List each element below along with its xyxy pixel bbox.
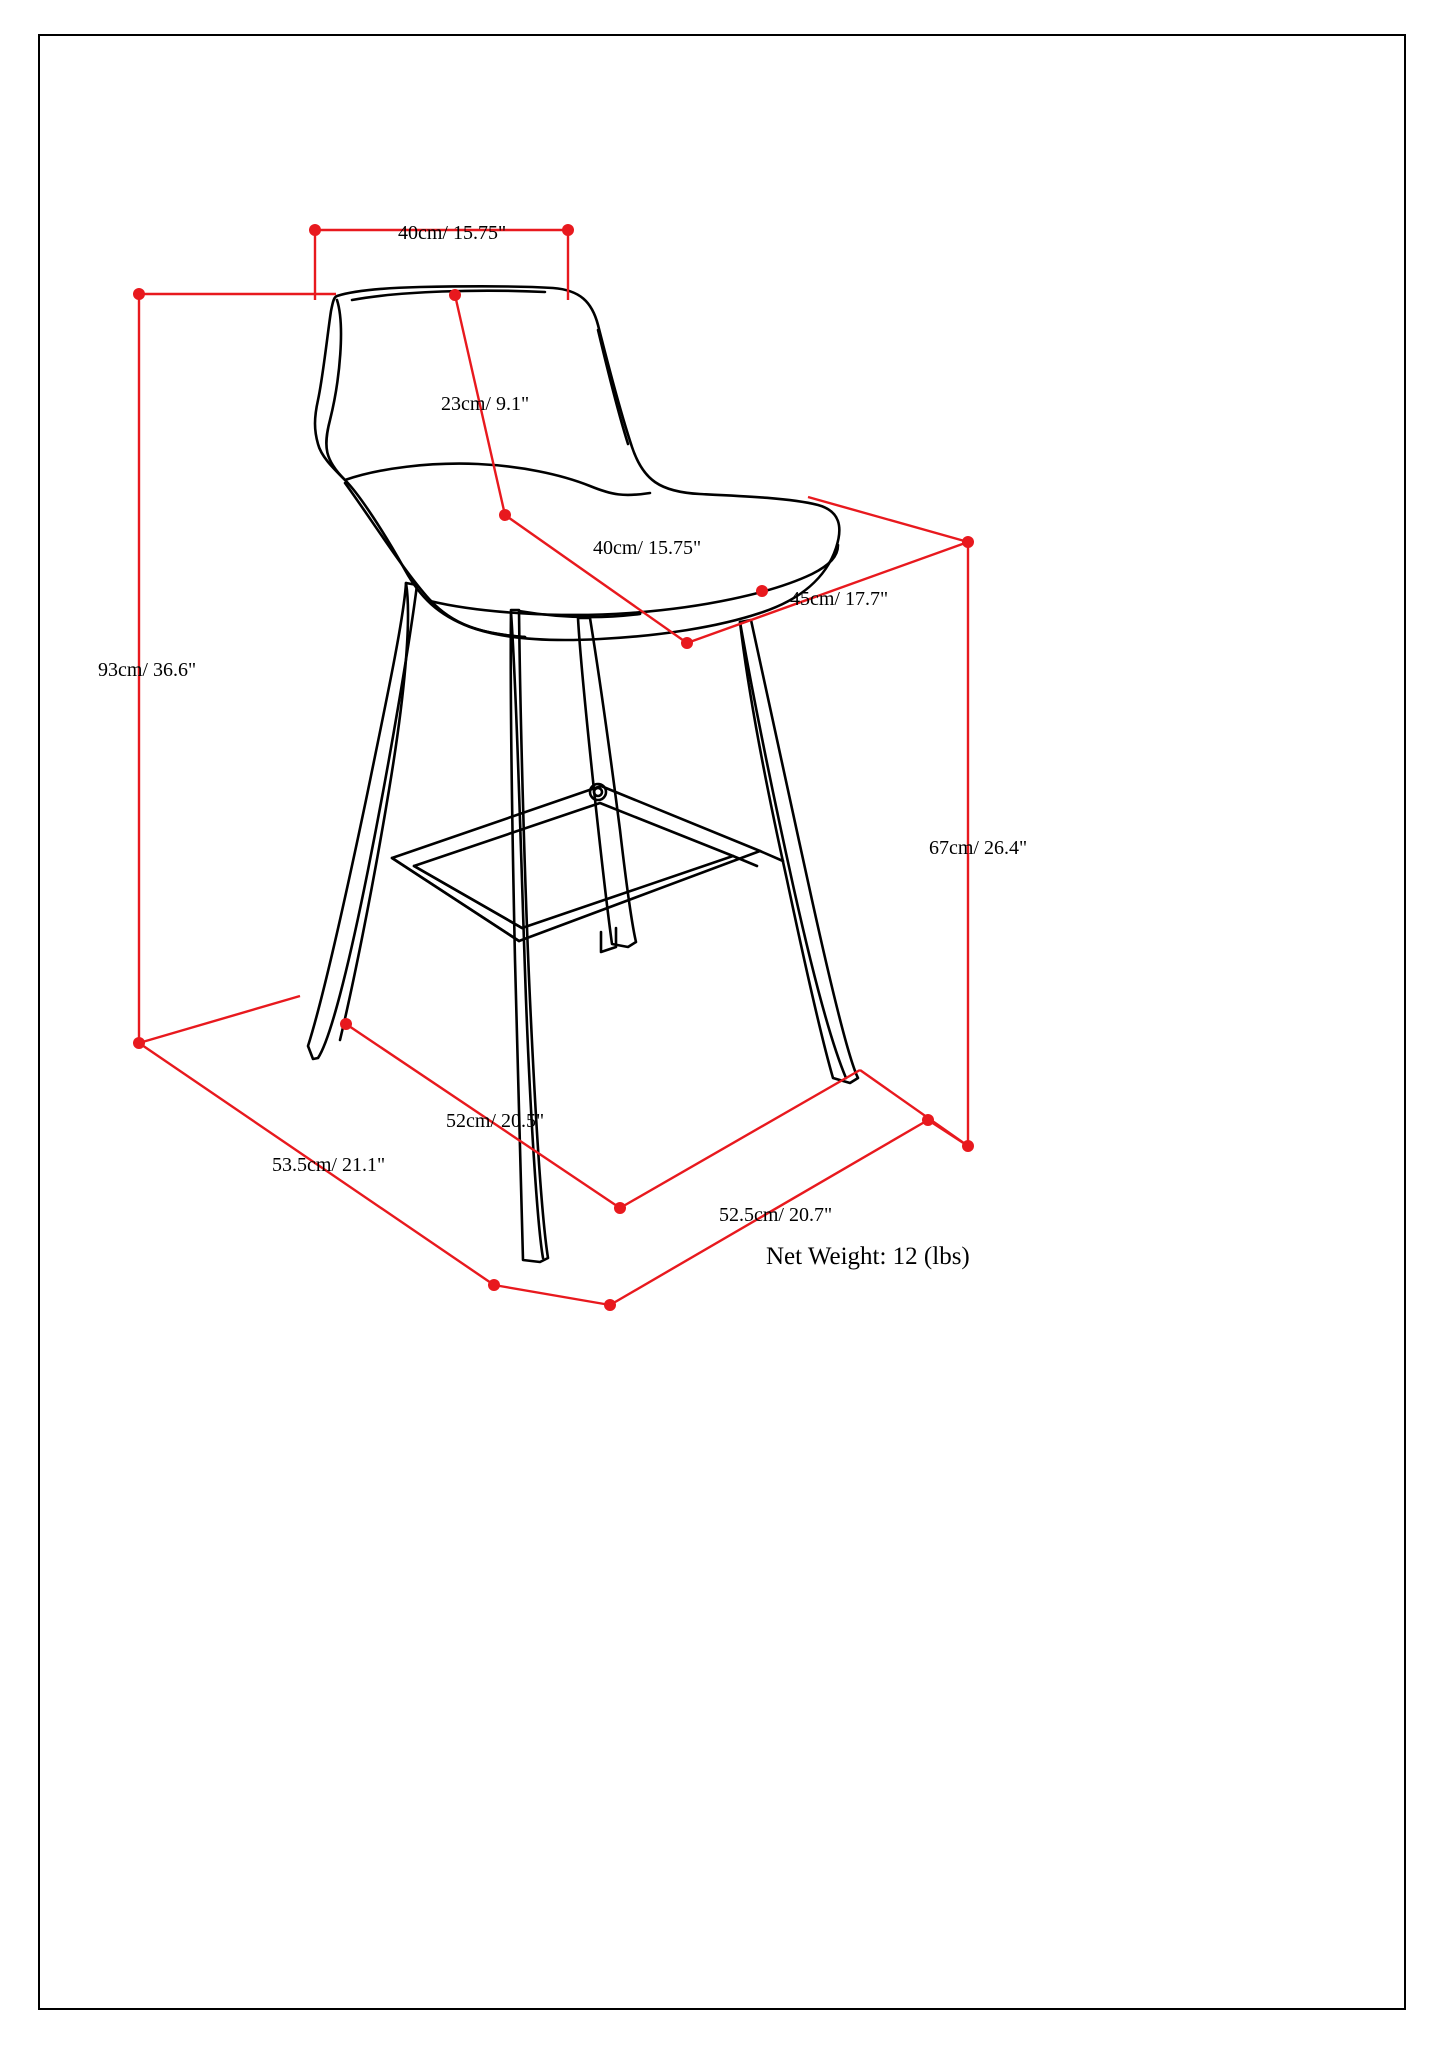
net-weight-label: Net Weight: 12 (lbs) bbox=[766, 1243, 970, 1270]
dimension-label-base-depth: 52cm/ 20.5" bbox=[446, 1110, 545, 1132]
dimension-label-seat-back-width: 40cm/ 15.75" bbox=[398, 222, 507, 244]
dimension-label-base-diagonal: 53.5cm/ 21.1" bbox=[272, 1154, 386, 1176]
dim-line-seat-depth bbox=[505, 515, 687, 643]
dimension-points bbox=[133, 224, 974, 1311]
dimension-label-backrest-height: 23cm/ 9.1" bbox=[441, 393, 530, 415]
dimension-label-seat-width: 45cm/ 17.7" bbox=[790, 588, 889, 610]
dimension-label-seat-depth: 40cm/ 15.75" bbox=[593, 537, 702, 559]
dimension-label-base-width: 52.5cm/ 20.7" bbox=[719, 1204, 833, 1226]
dimension-lines bbox=[139, 230, 968, 1305]
dimension-label-seat-height: 67cm/ 26.4" bbox=[929, 837, 1028, 859]
stool-outline bbox=[308, 286, 858, 1262]
dimension-label-overall-height: 93cm/ 36.6" bbox=[98, 659, 197, 681]
